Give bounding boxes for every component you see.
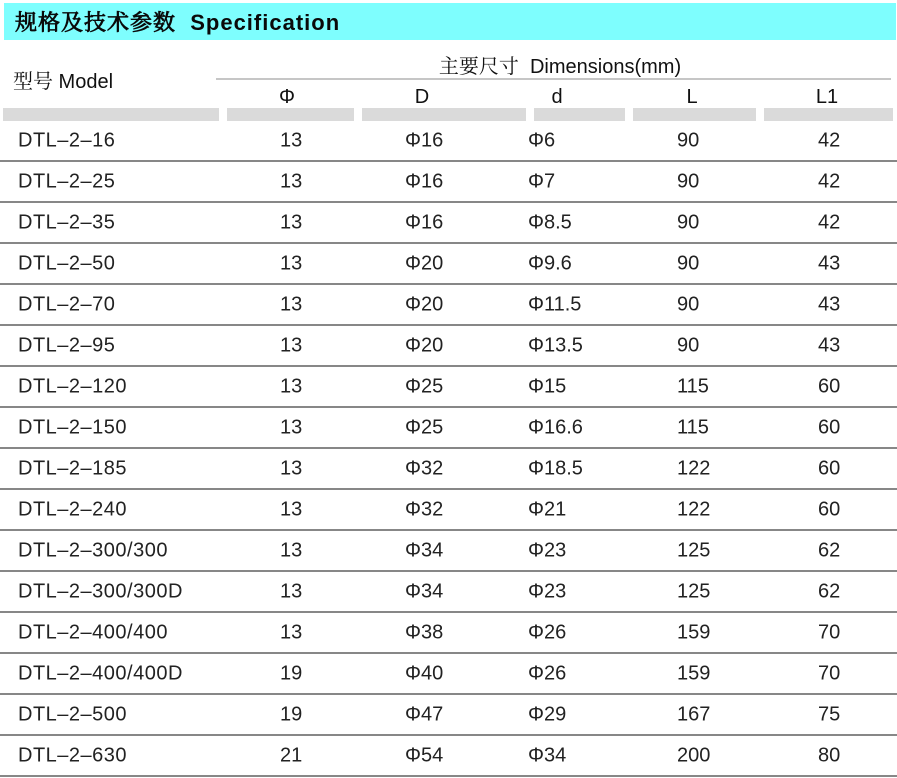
cell-model: DTL–2–240 bbox=[18, 498, 128, 520]
cell-phi: 13 bbox=[280, 211, 303, 233]
cell-phi: 13 bbox=[280, 457, 303, 479]
cell-L: 122 bbox=[677, 457, 711, 479]
table-row bbox=[0, 695, 897, 736]
cell-phi: 13 bbox=[280, 170, 303, 192]
page-title: 规格及技术参数 Specification bbox=[15, 10, 341, 35]
cell-L: 122 bbox=[677, 498, 711, 520]
cell-d: Φ7 bbox=[528, 170, 556, 192]
cell-phi: 21 bbox=[280, 744, 303, 766]
cell-D: Φ16 bbox=[405, 170, 444, 192]
cell-phi: 13 bbox=[280, 498, 303, 520]
cell-L: 167 bbox=[677, 703, 711, 725]
table-row bbox=[0, 203, 897, 244]
cell-d: Φ11.5 bbox=[528, 293, 582, 315]
cell-model: DTL–2–16 bbox=[18, 129, 116, 151]
cell-model: DTL–2–150 bbox=[18, 416, 128, 438]
cell-model: DTL–2–35 bbox=[18, 211, 116, 233]
cell-L1: 60 bbox=[818, 498, 841, 520]
table-row bbox=[0, 736, 897, 777]
cell-phi: 13 bbox=[280, 129, 303, 151]
cell-model: DTL–2–300/300 bbox=[18, 539, 168, 561]
cell-phi: 19 bbox=[280, 703, 303, 725]
cell-D: Φ16 bbox=[405, 129, 444, 151]
model-column-header: 型号 Model bbox=[13, 71, 114, 93]
table-row bbox=[0, 408, 897, 449]
cell-d: Φ18.5 bbox=[528, 457, 583, 479]
cell-L1: 43 bbox=[818, 252, 841, 274]
cell-L: 90 bbox=[677, 129, 700, 151]
table-row bbox=[0, 490, 897, 531]
cell-d: Φ29 bbox=[528, 703, 567, 725]
cell-L1: 75 bbox=[818, 703, 841, 725]
cell-L1: 70 bbox=[818, 662, 841, 684]
cell-L1: 60 bbox=[818, 375, 841, 397]
cell-model: DTL–2–95 bbox=[18, 334, 116, 356]
cell-L: 90 bbox=[677, 211, 700, 233]
cell-L: 159 bbox=[677, 662, 711, 684]
cell-L: 90 bbox=[677, 170, 700, 192]
sub-column-header-d: d bbox=[551, 86, 563, 108]
cell-D: Φ20 bbox=[405, 252, 444, 274]
cell-phi: 13 bbox=[280, 416, 303, 438]
cell-d: Φ34 bbox=[528, 744, 567, 766]
cell-D: Φ25 bbox=[405, 375, 444, 397]
sub-column-header-phi: Φ bbox=[279, 86, 295, 108]
table-row bbox=[0, 326, 897, 367]
table-row bbox=[0, 367, 897, 408]
dimensions-underline-rule bbox=[216, 78, 891, 80]
cell-L1: 43 bbox=[818, 293, 841, 315]
sub-column-header-D: D bbox=[414, 86, 430, 108]
cell-d: Φ21 bbox=[528, 498, 567, 520]
table-row bbox=[0, 121, 897, 162]
cell-phi: 13 bbox=[280, 293, 303, 315]
cell-model: DTL–2–400/400D bbox=[18, 662, 183, 684]
cell-D: Φ16 bbox=[405, 211, 444, 233]
cell-phi: 13 bbox=[280, 375, 303, 397]
cell-D: Φ34 bbox=[405, 539, 444, 561]
cell-D: Φ38 bbox=[405, 621, 444, 643]
cell-D: Φ32 bbox=[405, 457, 444, 479]
cell-L: 159 bbox=[677, 621, 711, 643]
cell-phi: 13 bbox=[280, 621, 303, 643]
cell-L1: 60 bbox=[818, 457, 841, 479]
cell-L: 90 bbox=[677, 293, 700, 315]
cell-phi: 13 bbox=[280, 252, 303, 274]
cell-d: Φ26 bbox=[528, 662, 567, 684]
cell-D: Φ54 bbox=[405, 744, 444, 766]
cell-L1: 70 bbox=[818, 621, 841, 643]
cell-L1: 43 bbox=[818, 334, 841, 356]
cell-D: Φ40 bbox=[405, 662, 444, 684]
cell-d: Φ13.5 bbox=[528, 334, 583, 356]
cell-model: DTL–2–25 bbox=[18, 170, 116, 192]
cell-model: DTL–2–120 bbox=[18, 375, 128, 397]
cell-D: Φ20 bbox=[405, 334, 444, 356]
table-row bbox=[0, 285, 897, 326]
cell-D: Φ47 bbox=[405, 703, 444, 725]
cell-L: 125 bbox=[677, 539, 711, 561]
table-body bbox=[0, 121, 897, 777]
cell-D: Φ25 bbox=[405, 416, 444, 438]
cell-d: Φ6 bbox=[528, 129, 556, 151]
cell-L1: 62 bbox=[818, 580, 841, 602]
column-bar-d bbox=[534, 108, 625, 121]
cell-d: Φ23 bbox=[528, 580, 567, 602]
table-row bbox=[0, 654, 897, 695]
table-row bbox=[0, 244, 897, 285]
dimensions-group-header: 主要尺寸 Dimensions(mm) bbox=[438, 56, 682, 78]
cell-d: Φ8.5 bbox=[528, 211, 572, 233]
cell-D: Φ34 bbox=[405, 580, 444, 602]
cell-model: DTL–2–70 bbox=[18, 293, 116, 315]
section-title-bar bbox=[4, 3, 896, 40]
cell-L1: 42 bbox=[818, 170, 841, 192]
cell-L: 115 bbox=[677, 375, 709, 397]
column-bar-D bbox=[362, 108, 526, 121]
cell-D: Φ20 bbox=[405, 293, 444, 315]
cell-model: DTL–2–185 bbox=[18, 457, 128, 479]
cell-L1: 42 bbox=[818, 129, 841, 151]
cell-L: 125 bbox=[677, 580, 711, 602]
cell-L: 200 bbox=[677, 744, 711, 766]
cell-model: DTL–2–500 bbox=[18, 703, 128, 725]
table-row bbox=[0, 572, 897, 613]
table-row bbox=[0, 613, 897, 654]
cell-phi: 13 bbox=[280, 539, 303, 561]
cell-d: Φ26 bbox=[528, 621, 567, 643]
column-bar-model bbox=[3, 108, 219, 121]
cell-model: DTL–2–50 bbox=[18, 252, 116, 274]
cell-d: Φ9.6 bbox=[528, 252, 572, 274]
cell-d: Φ15 bbox=[528, 375, 567, 397]
cell-L: 115 bbox=[677, 416, 709, 438]
cell-d: Φ16.6 bbox=[528, 416, 583, 438]
cell-phi: 13 bbox=[280, 580, 303, 602]
cell-phi: 13 bbox=[280, 334, 303, 356]
cell-d: Φ23 bbox=[528, 539, 567, 561]
cell-model: DTL–2–300/300D bbox=[18, 580, 183, 602]
sub-column-header-L1: L1 bbox=[815, 86, 839, 108]
column-bar-L bbox=[633, 108, 756, 121]
cell-L: 90 bbox=[677, 334, 700, 356]
cell-L1: 42 bbox=[818, 211, 841, 233]
cell-L1: 80 bbox=[818, 744, 841, 766]
cell-L: 90 bbox=[677, 252, 700, 274]
column-bar-phi bbox=[227, 108, 354, 121]
cell-L1: 60 bbox=[818, 416, 841, 438]
cell-model: DTL–2–630 bbox=[18, 744, 128, 766]
sub-column-header-L: L bbox=[686, 86, 698, 108]
table-row bbox=[0, 449, 897, 490]
cell-D: Φ32 bbox=[405, 498, 444, 520]
cell-phi: 19 bbox=[280, 662, 303, 684]
cell-model: DTL–2–400/400 bbox=[18, 621, 168, 643]
column-bar-L1 bbox=[764, 108, 893, 121]
table-row bbox=[0, 531, 897, 572]
cell-L1: 62 bbox=[818, 539, 841, 561]
table-row bbox=[0, 162, 897, 203]
